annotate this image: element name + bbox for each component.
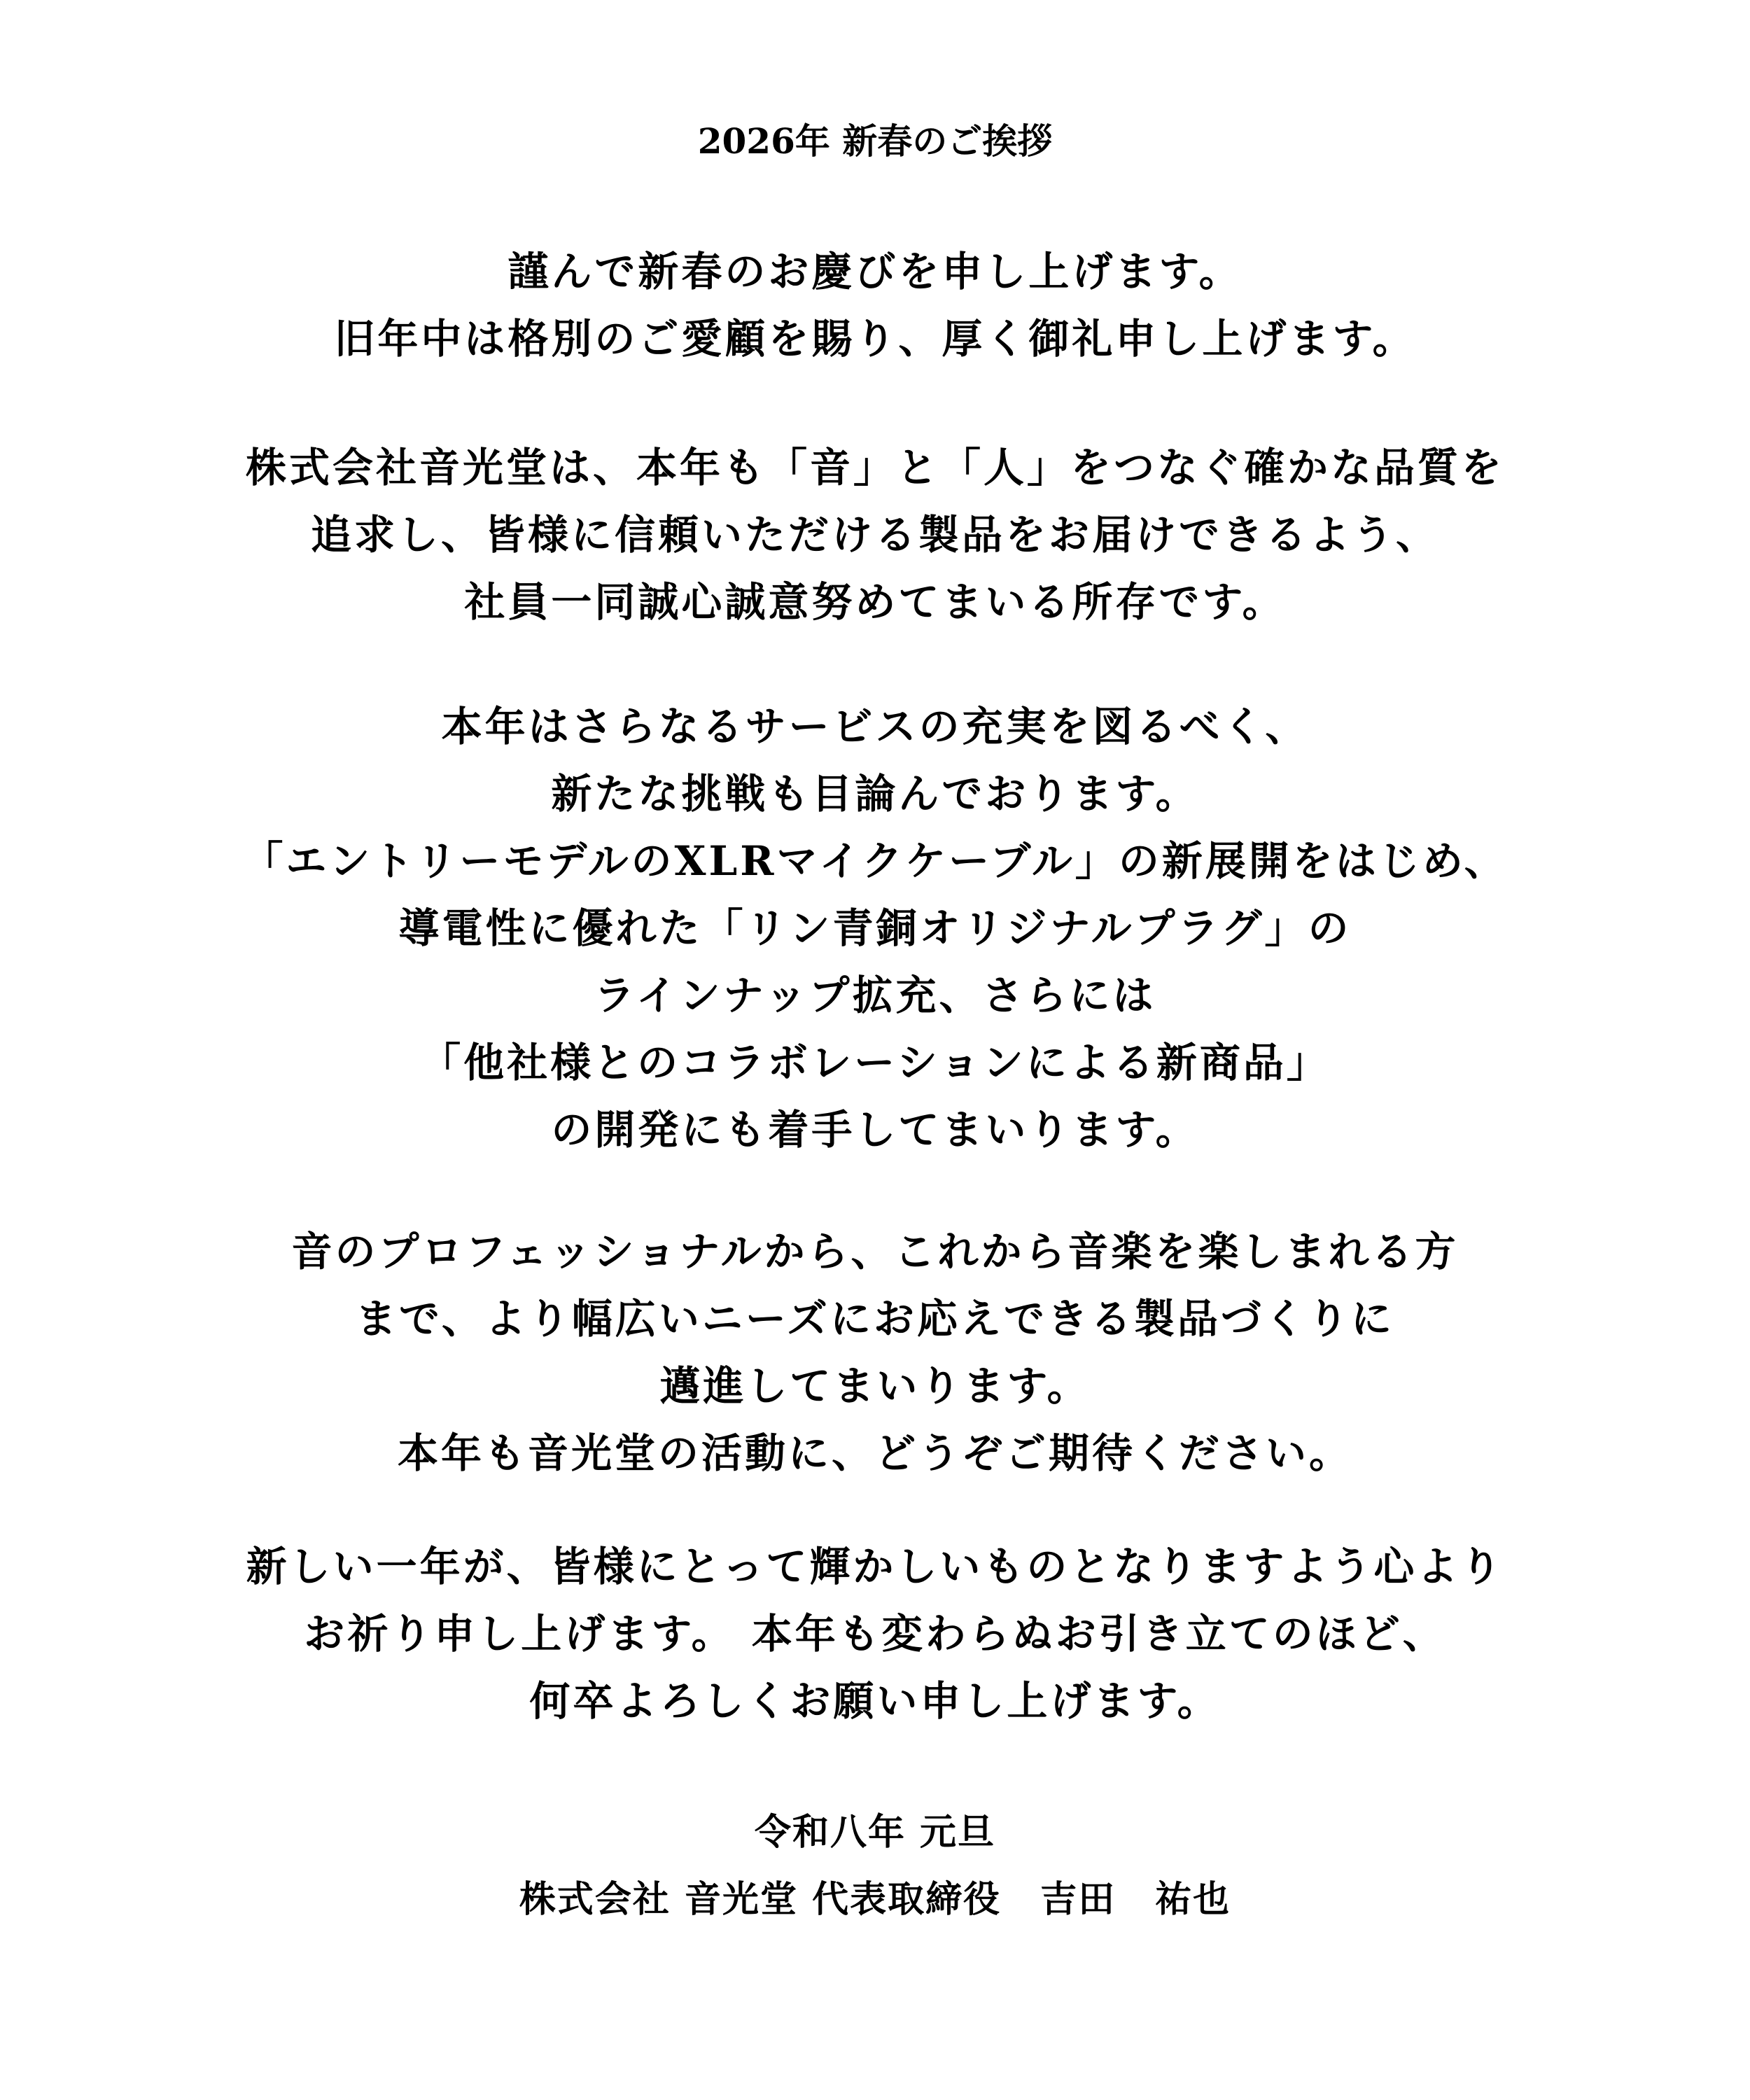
paragraph-closing-wishes xyxy=(0,1533,1750,1735)
paragraph-line: 株式会社音光堂は、本年も「音」と「人」をつなぐ確かな品質を xyxy=(245,444,1504,491)
signature-given-name: 祐也 xyxy=(1155,1878,1231,1921)
letter-closing xyxy=(0,1799,1750,1933)
paragraph-new-initiatives xyxy=(0,693,1750,1163)
paragraph-line: 「エントリーモデルのXLRマイクケーブル」の新展開をはじめ、 xyxy=(242,837,1508,885)
paragraph-line: 旧年中は格別のご愛顧を賜り、厚く御礼申し上げます。 xyxy=(334,315,1416,363)
paragraph-line: 「他社様とのコラボレーションによる新商品」 xyxy=(420,1039,1330,1086)
paragraph-line: 導電性に優れた「リン青銅オリジナルプラグ」の xyxy=(398,904,1352,952)
letter-signature xyxy=(0,1866,1750,1933)
signature-surname: 吉田 xyxy=(1040,1878,1116,1921)
paragraph-line: 追求し、皆様に信頼いただける製品をお届けできるよう、 xyxy=(310,511,1439,559)
letter-title: 2026年 新春のご挨拶 xyxy=(697,120,1053,162)
paragraph-line: 音のプロフェッショナルから、これから音楽を楽しまれる方 xyxy=(291,1228,1459,1275)
paragraph-line: 何卒よろしくお願い申し上げます。 xyxy=(529,1677,1221,1725)
paragraph-line: 新しい一年が、皆様にとって輝かしいものとなりますよう心より xyxy=(246,1543,1504,1590)
paragraph-line: 本年はさらなるサービスの充実を図るべく、 xyxy=(441,703,1309,750)
paragraph-opening xyxy=(0,238,1750,372)
letter-date: 令和八年 元旦 xyxy=(754,1811,996,1854)
paragraph-line: まで、より幅広いニーズにお応えできる製品づくりに xyxy=(356,1295,1394,1343)
paragraph-line: 新たな挑戦も目論んでおります。 xyxy=(551,770,1199,818)
paragraph-line: 本年も音光堂の活動に、どうぞご期待ください。 xyxy=(397,1429,1352,1477)
paragraph-line: 謹んで新春のお慶びを申し上げます。 xyxy=(507,248,1242,295)
signature-company: 株式会社 音光堂 代表取締役 xyxy=(519,1878,1002,1921)
paragraph-line: 社員一同誠心誠意努めてまいる所存です。 xyxy=(464,578,1286,626)
paragraph-line: 邁進してまいります。 xyxy=(659,1362,1091,1410)
paragraph-line: の開発にも着手してまいります。 xyxy=(551,1106,1199,1154)
paragraph-line: ラインナップ拡充、さらには xyxy=(594,972,1156,1019)
paragraph-commitment xyxy=(0,434,1750,636)
paragraph-line: お祈り申し上げます。 本年も変わらぬお引き立てのほど、 xyxy=(304,1610,1446,1658)
paragraph-products xyxy=(0,1218,1750,1487)
